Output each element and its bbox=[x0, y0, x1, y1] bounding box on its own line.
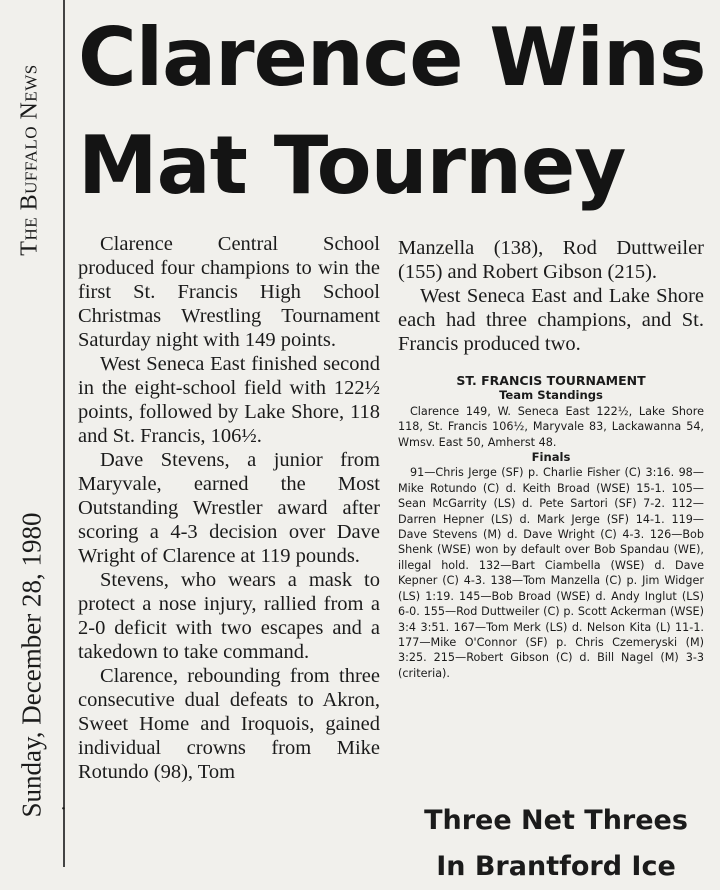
finals-heading: Finals bbox=[531, 450, 571, 465]
sidebar bbox=[0, 0, 60, 867]
next-story-line-2: In Brantford Ice bbox=[436, 851, 676, 882]
results-title: ST. FRANCIS TOURNAMENT bbox=[456, 373, 646, 388]
headline-line-1: Clarence Wins bbox=[78, 11, 706, 104]
article-paragraph: Stevens, who wears a mask to protect a nose injury, rallied from a 2-0 deficit with two escapes and a takedown to take command. bbox=[78, 569, 380, 663]
article-paragraph: West Seneca East finished second in the eight-school field with 122½ points, followed by Lake Shore, 118 and St. Francis, 106½. bbox=[78, 353, 380, 447]
publication-date: Sunday, December 28, 1980 bbox=[16, 512, 47, 818]
finals-text: 91—Chris Jerge (SF) p. Charlie Fisher (C) 3:16. 98—Mike Rotundo (C) d. Keith Broad (WSE) 15-1. 105—Sean McGarrity (LS) d. Pete Sartori (SF) 7-2. 112—Darren Hepner (LS) d. Mark Jerge (SF) 14-1. 119—Dave Stevens (M) d. Dave Wright (C) 4-3. 126—Bob Shenk (WSE) won by default over Bob Spandau (WE), illegal hold. 132—Bart Ciambella (WSE) d. Dave Kepner (C) 4-3. 138—Tom Manzella (C) p. Jim Widger (LS) 1:19. 145—Bob Broad (WSE) d. Andy Inglut (LS) 6-0. 155—Rod Duttweiler (C) p. Scott Ackerman (WSE) 3:4 3:51. 167—Tom Merk (LS) d. Nelson Kita (L) 11-1. 177—Mike O'Connor (SF) p. Chris Czemeryski (M) 3:25. 215—Robert Gibson (C) d. Bill Nagel (M) 3-3 (criteria). bbox=[398, 466, 704, 680]
tournament-results bbox=[398, 373, 704, 681]
column-rule bbox=[63, 0, 65, 867]
headline bbox=[78, 4, 718, 220]
article-paragraph: Clarence, rebounding from three consecutive dual defeats to Akron, Sweet Home and Iroquois, gained individual crowns from Mike Rotundo (98), Tom bbox=[78, 665, 380, 783]
print-speck: · bbox=[60, 798, 67, 820]
next-story-line-1: Three Net Threes bbox=[424, 805, 688, 836]
standings-heading: Team Standings bbox=[499, 388, 603, 403]
publication-name: The Buffalo News bbox=[16, 64, 43, 256]
article-continuation: Manzella (138), Rod Duttweiler (155) and Robert Gibson (215). bbox=[398, 237, 704, 283]
headline-line-2: Mat Tourney bbox=[78, 119, 626, 212]
article-paragraph: Clarence Central School produced four champions to win the first St. Francis High School Christmas Wrestling Tournament Saturday night with 149 points. bbox=[78, 233, 380, 351]
article-paragraph: Dave Stevens, a junior from Maryvale, earned the Most Outstanding Wrestler award after scoring a 4-3 decision over Dave Wright of Clarence at 119 pounds. bbox=[78, 449, 380, 567]
article-column-2 bbox=[398, 236, 704, 356]
next-story-headline bbox=[406, 798, 706, 890]
standings-text: Clarence 149, W. Seneca East 122½, Lake Shore 118, St. Francis 106½, Maryvale 83, Lackawanna 54, Wmsv. East 50, Amherst 48. bbox=[398, 404, 704, 449]
article-paragraph: West Seneca East and Lake Shore each had three champions, and St. Francis produced two. bbox=[398, 285, 704, 355]
article-column-1 bbox=[78, 232, 380, 784]
